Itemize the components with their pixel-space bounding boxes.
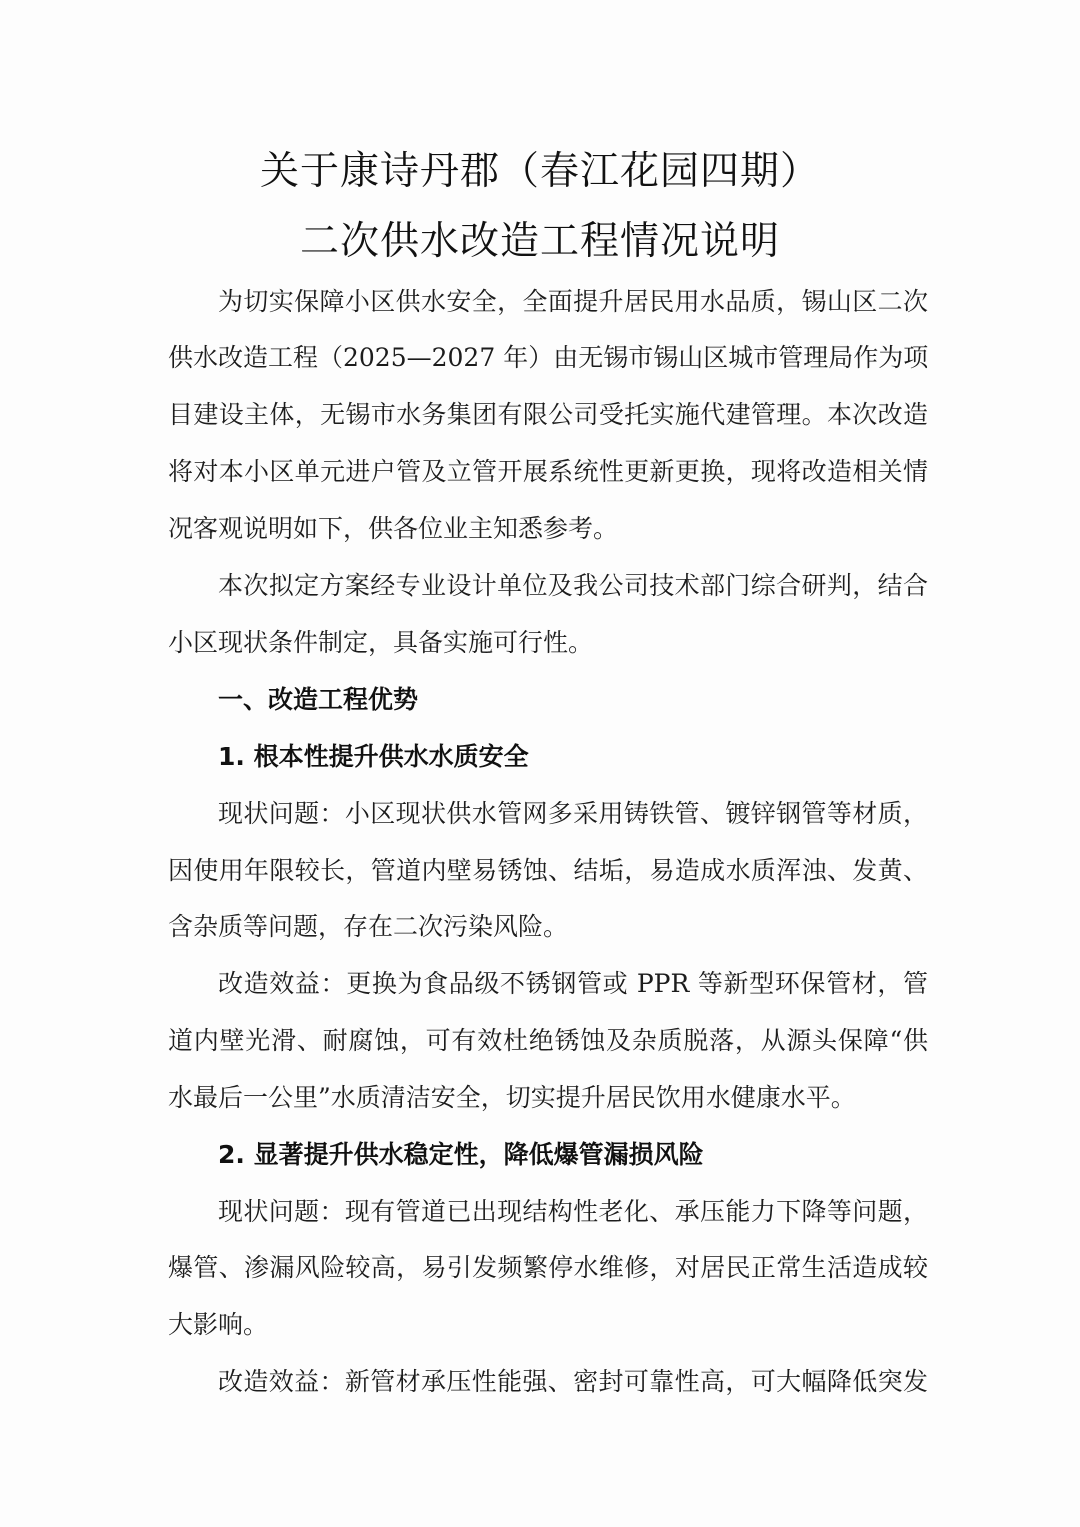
- item-2-problem-line-1: 现状问题：现有管道已出现结构性老化、承压能力下降等问题，: [218, 1197, 928, 1226]
- section-1-heading: 一、改造工程优势: [218, 685, 419, 714]
- intro-paragraph-1-line-5: 况客观说明如下，供各位业主知悉参考。: [168, 514, 619, 543]
- item-1-benefit-line-2: 道内壁光滑、耐腐蚀，可有效杜绝锈蚀及杂质脱落，从源头保障“供: [168, 1026, 928, 1055]
- intro-paragraph-1-line-1: 为切实保障小区供水安全，全面提升居民用水品质，锡山区二次: [218, 287, 928, 316]
- item-1-heading: 1. 根本性提升供水水质安全: [218, 742, 529, 771]
- item-1-benefit-line-3: 水最后一公里”水质清洁安全，切实提升居民饮用水健康水平。: [168, 1083, 856, 1112]
- item-2-problem-line-3: 大影响。: [168, 1310, 269, 1339]
- item-2-problem-line-2: 爆管、渗漏风险较高，易引发频繁停水维修，对居民正常生活造成较: [168, 1253, 928, 1282]
- item-1-problem-line-3: 含杂质等问题，存在二次污染风险。: [168, 912, 569, 941]
- intro-paragraph-2-line-1: 本次拟定方案经专业设计单位及我公司技术部门综合研判，结合: [218, 571, 928, 600]
- intro-paragraph-1-line-4: 将对本小区单元进户管及立管开展系统性更新更换，现将改造相关情: [168, 457, 928, 486]
- item-2-heading: 2. 显著提升供水稳定性，降低爆管漏损风险: [218, 1140, 704, 1169]
- intro-paragraph-1-line-2: 供水改造工程（2025—2027 年）由无锡市锡山区城市管理局作为项: [168, 343, 929, 372]
- document-title-line-1: 关于康诗丹郡（春江花园四期）: [259, 149, 820, 194]
- document-title-line-2: 二次供水改造工程情况说明: [299, 219, 780, 264]
- item-1-benefit-line-1: 改造效益：更换为食品级不锈钢管或 PPR 等新型环保管材，管: [218, 969, 928, 998]
- item-1-problem-line-1: 现状问题：小区现状供水管网多采用铸铁管、镀锌钢管等材质，: [218, 799, 928, 828]
- item-1-problem-line-2: 因使用年限较长，管道内壁易锈蚀、结垢，易造成水质浑浊、发黄、: [168, 856, 928, 885]
- item-2-benefit-line-1: 改造效益：新管材承压性能强、密封可靠性高，可大幅降低突发: [218, 1367, 928, 1396]
- intro-paragraph-2-line-2: 小区现状条件制定，具备实施可行性。: [168, 628, 594, 657]
- intro-paragraph-1-line-3: 目建设主体，无锡市水务集团有限公司受托实施代建管理。本次改造: [168, 400, 928, 429]
